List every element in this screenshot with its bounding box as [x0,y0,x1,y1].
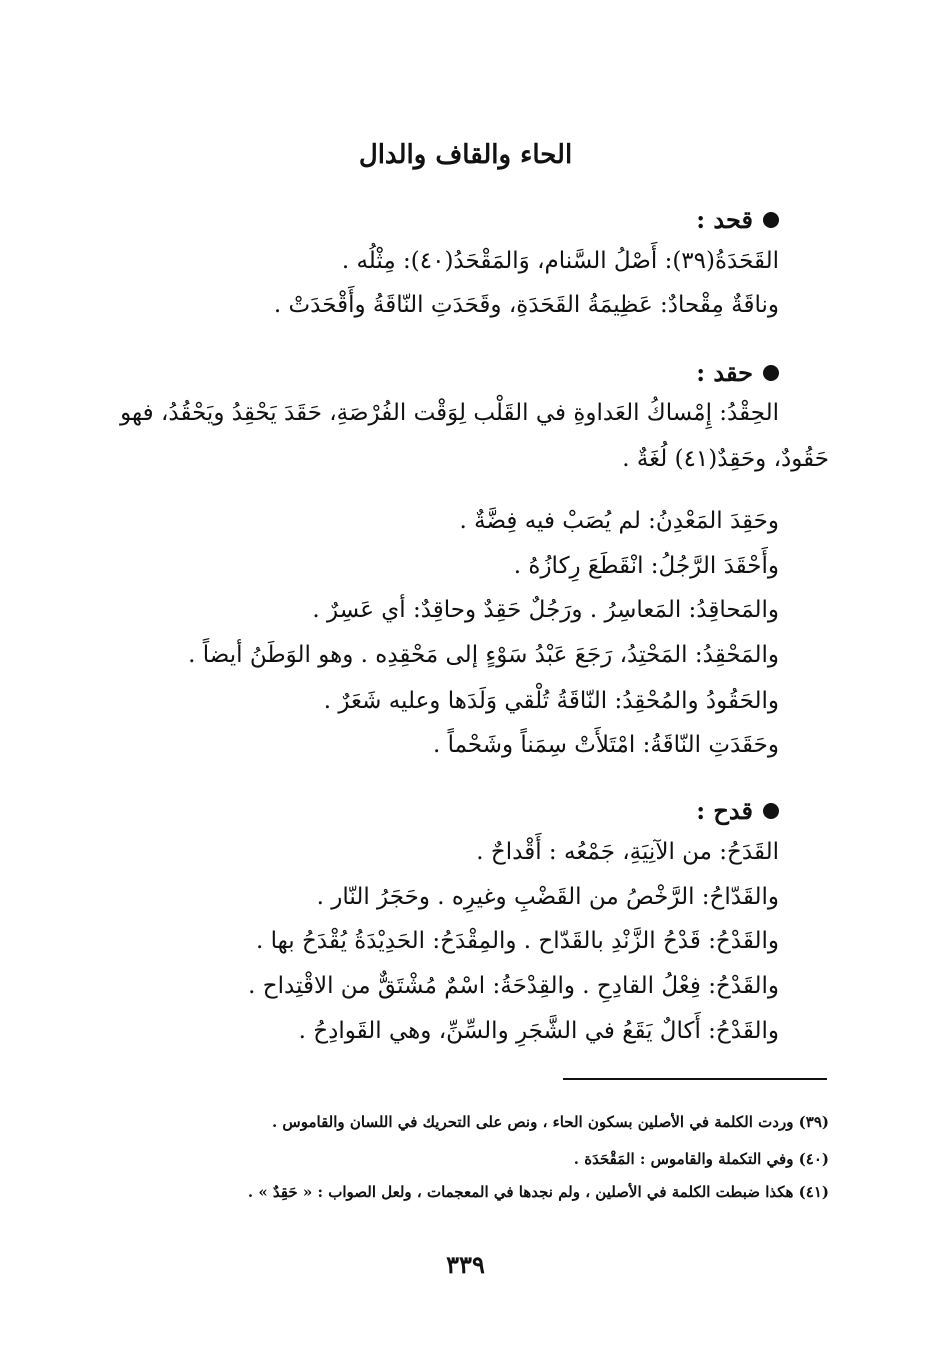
footnote: (٤٠) وفي التكملة والقاموس : المَقْحَدَة . [573,1150,829,1168]
entry-line: والقَدْحُ: أَكالٌ يَقَعُ في الشَّجَرِ والسِّنِّ، وهي القَوادِحُ . [298,1018,779,1044]
entry-line: حَقُودٌ، وحَقِدٌ(٤١) لُغَةٌ . [622,446,829,472]
entry-line: القَدَحُ: من الآنِيَةِ، جَمْعُه : أَقْداحٌ . [476,839,779,865]
section-heading-label: حقد : [696,358,753,387]
entry-line: والقَدْحُ: قَدْحُ الزَّنْدِ بالقَدّاح . والمِقْدَحُ: الحَدِيْدَةُ يُقْدَحُ بها . [256,928,779,954]
bullet-icon [763,212,779,228]
entry-line: وحَقَدَتِ النّاقَةُ: امْتَلأَتْ سِمَناً وشَحْماً . [432,732,779,758]
entry-line: والمَحْقِدُ: المَحْتِدُ، رَجَعَ عَبْدُ سَوْءٍ إلى مَحْقِدِه . وهو الوَطَنُ أيضاً . [188,642,779,668]
entry-line: وحَقِدَ المَعْدِنُ: لم يُصَبْ فيه فِضَّةٌ . [459,508,779,534]
entry-line: الحِقْدُ: إِمْساكُ العَداوةِ في القَلْب لِوَقْت الفُرْصَةِ، حَقَدَ يَحْقِدُ ويَحْقُدُ، فهو [120,400,779,426]
footnote: (٤١) هكذا ضبطت الكلمة في الأصلين ، ولم نجدها في المعجمات ، ولعل الصواب : « حَقِدٌ » . [247,1183,829,1201]
entry-line: والقَدّاحُ: الرَّخْصُ من القَضْبِ وغيرِه . وحَجَرُ النّار . [316,884,779,910]
entry-line: والمَحاقِدُ: المَعاسِرُ . ورَجُلٌ حَقِدٌ وحاقِدٌ: أي عَسِرٌ . [312,597,779,623]
page-title: الحاء والقاف والدال [358,140,573,170]
section-heading-hqd [696,358,779,387]
bullet-icon [763,803,779,819]
page-number: ٣٣٩ [446,1250,485,1279]
section-heading-label: قحد : [696,205,753,234]
footnote-divider [563,1078,827,1080]
section-heading-qdh [696,796,779,825]
entry-line: والحَقُودُ والمُحْقِدُ: النّاقَةُ تُلْقي وَلَدَها وعليه شَعَرٌ . [323,688,779,714]
entry-line: وأَحْقَدَ الرَّجُلُ: انْقَطَعَ رِكازُهُ . [513,553,779,579]
entry-line: والقَدْحُ: فِعْلُ القادِحِ . والقِدْحَةُ: اسْمٌ مُشْتَقٌّ من الاقْتِداح . [248,973,779,999]
footnote: (٣٩) وردت الكلمة في الأصلين بسكون الحاء ، ونص على التحريك في اللسان والقاموس . [271,1113,829,1131]
section-heading-qhd [696,205,779,234]
bullet-icon [763,365,779,381]
section-heading-label: قدح : [696,796,753,825]
entry-line: القَحَدَةُ(٣٩): أَصْلُ السَّنام، وَالمَقْحَدُ(٤٠): مِثْلُه . [341,248,779,274]
entry-line: وناقَةٌ مِقْحادٌ: عَظِيمَةُ القَحَدَةِ، وقَحَدَتِ النّاقَةُ وأَقْحَدَتْ . [273,292,779,318]
